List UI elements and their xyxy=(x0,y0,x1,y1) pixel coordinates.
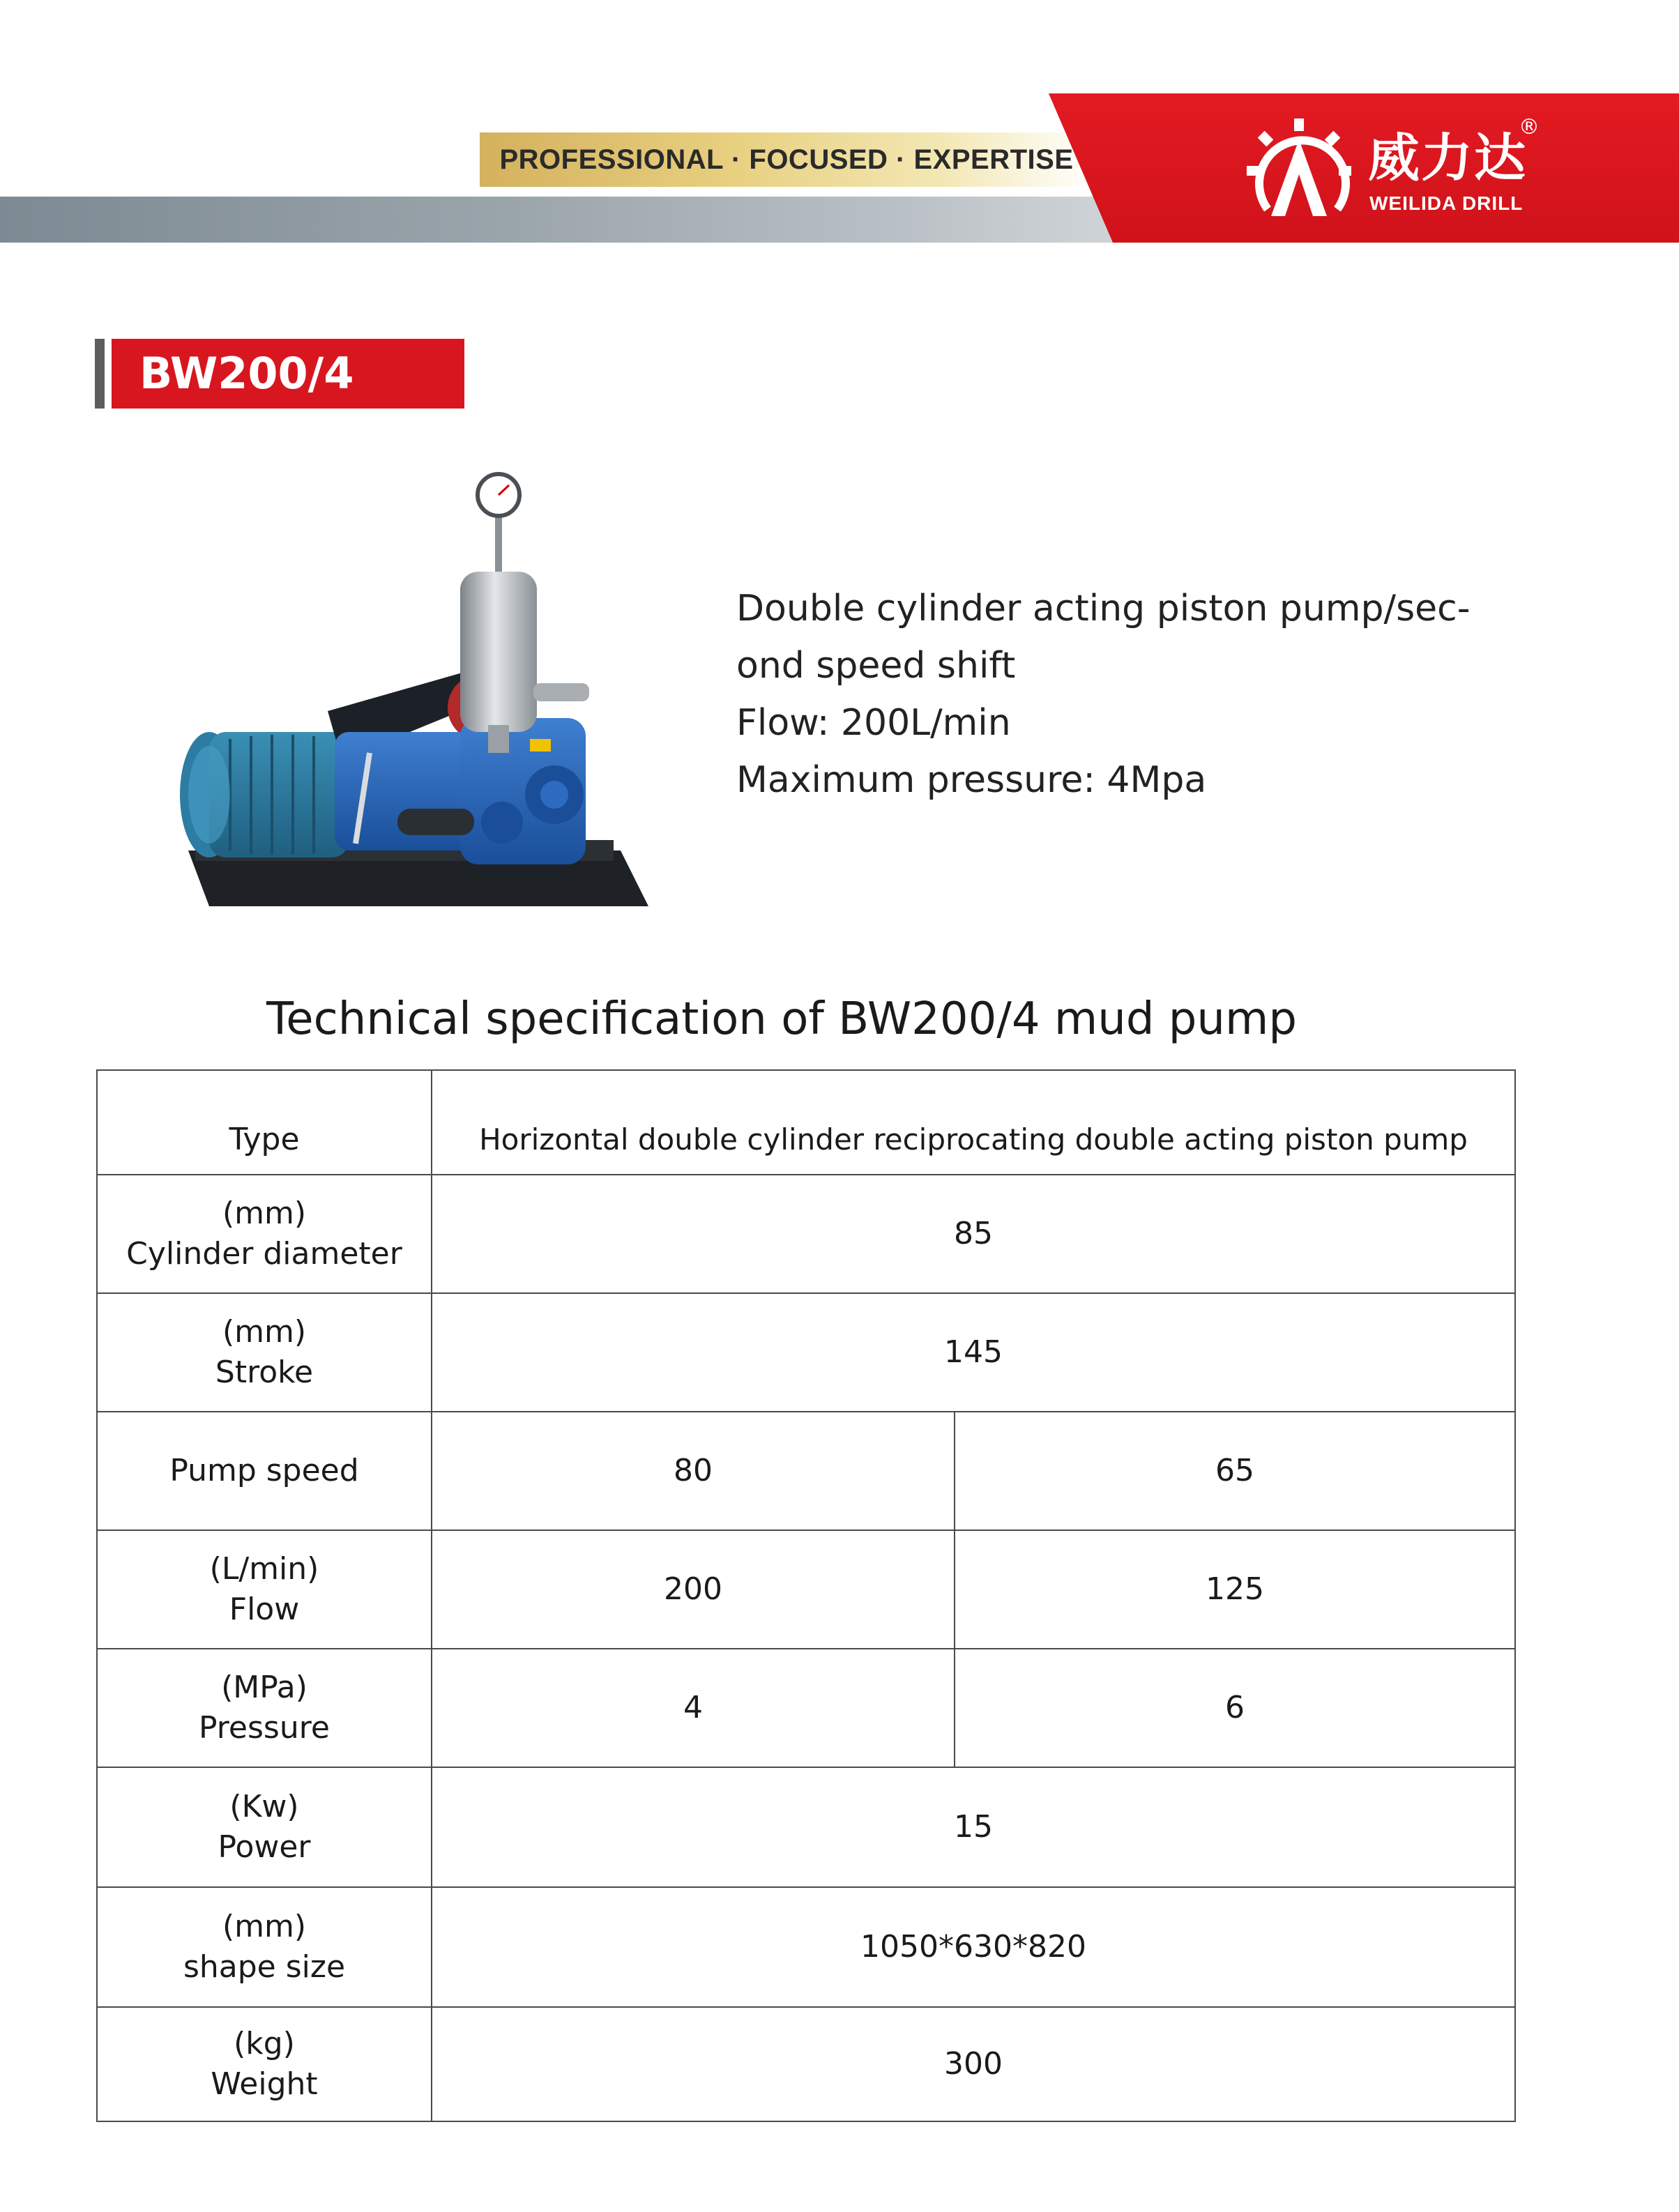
row-value: 300 xyxy=(432,2007,1515,2121)
row-label xyxy=(97,1530,432,1649)
row-label-text: shape size xyxy=(183,1949,346,1985)
row-label-text: Power xyxy=(218,1829,311,1865)
row-label xyxy=(97,1887,432,2007)
row-value: 15 xyxy=(432,1767,1515,1887)
weilida-logo-icon xyxy=(1240,112,1358,230)
row-value: 6 xyxy=(955,1649,1515,1767)
table-row xyxy=(97,1293,1515,1412)
slogan-text: PROFESSIONAL · FOCUSED · EXPERTISE xyxy=(499,144,1074,175)
row-label-text: Weight xyxy=(211,2066,318,2102)
row-unit: (mm) xyxy=(222,1909,307,1944)
brand-chinese-name: 威力达 xyxy=(1368,128,1527,188)
row-label xyxy=(97,1175,432,1293)
product-description xyxy=(736,580,1559,809)
row-label-text: Type xyxy=(229,1122,300,1157)
row-label-text: Stroke xyxy=(215,1355,314,1390)
row-unit: (kg) xyxy=(234,2026,295,2061)
row-value-text: Horizontal double cylinder reciprocating double acting piston pump xyxy=(479,1122,1468,1157)
row-label xyxy=(97,1293,432,1412)
row-value xyxy=(432,1070,1515,1175)
row-unit: (mm) xyxy=(222,1314,307,1350)
slogan-banner xyxy=(480,132,1093,187)
spec-table xyxy=(96,1069,1516,2122)
row-unit: (L/min) xyxy=(209,1551,319,1587)
registered-mark: ® xyxy=(1519,115,1540,139)
row-value: 80 xyxy=(432,1412,955,1530)
row-label xyxy=(97,1412,432,1530)
row-value: 145 xyxy=(432,1293,1515,1412)
model-title-box xyxy=(112,339,464,409)
description-line: Maximum pressure: 4Mpa xyxy=(736,759,1207,801)
row-value: 1050*630*820 xyxy=(432,1887,1515,2007)
row-label xyxy=(97,1070,432,1175)
description-line: ond speed shift xyxy=(736,645,1016,687)
brand-red-block xyxy=(1049,93,1679,243)
model-title: BW200/4 xyxy=(139,348,354,399)
table-row xyxy=(97,1412,1515,1530)
row-label-text: Flow xyxy=(229,1592,300,1627)
table-row xyxy=(97,1767,1515,1887)
header-gray-bar xyxy=(0,197,1116,243)
table-row xyxy=(97,1649,1515,1767)
table-row xyxy=(97,1530,1515,1649)
row-value: 4 xyxy=(432,1649,955,1767)
description-line: Double cylinder acting piston pump/sec- xyxy=(736,588,1471,630)
brand-english-name: WEILIDA DRILL xyxy=(1369,192,1524,214)
row-label-text: Cylinder diameter xyxy=(126,1236,402,1272)
row-label xyxy=(97,2007,432,2121)
row-label xyxy=(97,1767,432,1887)
row-unit: (MPa) xyxy=(221,1670,307,1705)
row-label-text: Pressure xyxy=(199,1710,330,1746)
description-line: Flow: 200L/min xyxy=(736,702,1011,744)
row-value: 200 xyxy=(432,1530,955,1649)
spec-title: Technical specification of BW200/4 mud pump xyxy=(266,993,1297,1045)
row-label-text: Pump speed xyxy=(169,1453,359,1488)
row-unit: (Kw) xyxy=(229,1789,299,1824)
row-value: 65 xyxy=(955,1412,1515,1530)
row-unit: (mm) xyxy=(222,1196,307,1231)
table-row xyxy=(97,1175,1515,1293)
row-value: 125 xyxy=(955,1530,1515,1649)
table-row xyxy=(97,2007,1515,2121)
table-row xyxy=(97,1070,1515,1175)
row-value: 85 xyxy=(432,1175,1515,1293)
model-title-accent xyxy=(95,339,105,409)
mud-pump-photo xyxy=(167,460,669,920)
table-row xyxy=(97,1887,1515,2007)
row-label xyxy=(97,1649,432,1767)
